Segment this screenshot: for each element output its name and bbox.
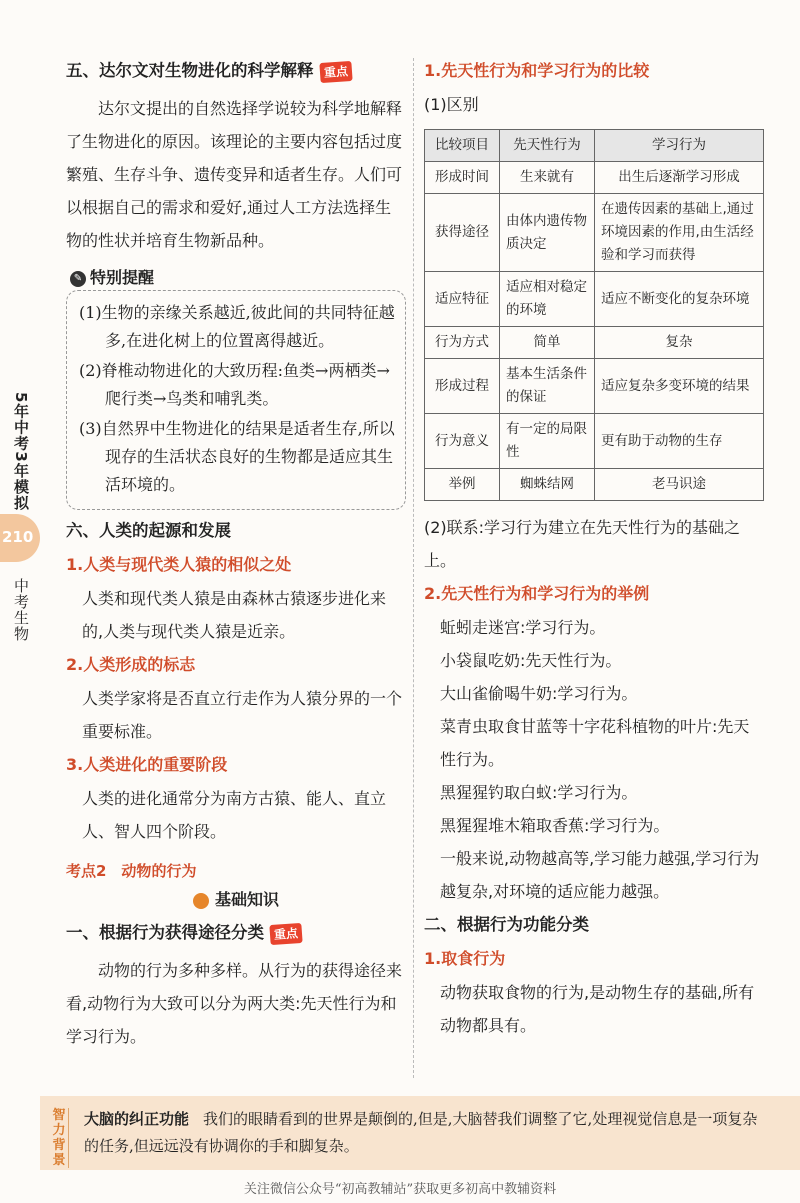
table-cell: 有一定的局限性 [500, 414, 595, 469]
reminder-item-1: (1)生物的亲缘关系越近,彼此间的共同特征越多,在进化树上的位置离得越近。 [79, 303, 395, 350]
example-item: 菜青虫取食甘蓝等十字花科植物的叶片:先天性行为。 [440, 717, 750, 769]
reminder-item-3: (3)自然界中生物进化的结果是适者生存,所以现存的生活状态良好的生物都是适应其生活环境的。 [79, 419, 395, 494]
example-item: 蚯蚓走迷宫:学习行为。 [440, 618, 606, 637]
examples-heading: 2.先天性行为和学习行为的举例 [424, 584, 650, 603]
table-cell: 举例 [425, 469, 500, 501]
right-column [424, 58, 764, 1042]
table-cell: 获得途径 [425, 194, 500, 272]
section-6-heading: 六、人类的起源和发展 [66, 521, 231, 540]
page-number-tab [0, 514, 40, 562]
table-row [425, 469, 764, 501]
pencil-icon: ✎ [70, 271, 86, 287]
feeding-behavior-heading: 1.取食行为 [424, 949, 506, 968]
table-cell: 适应不断变化的复杂环境 [595, 272, 764, 327]
comparison-table [424, 129, 764, 501]
table-cell: 更有助于动物的生存 [595, 414, 764, 469]
exam-point-heading: 考点2 动物的行为 [66, 862, 197, 880]
table-header: 学习行为 [595, 130, 764, 162]
key-point-badge: 重点 [319, 60, 352, 82]
sidebar [0, 0, 40, 1203]
table-row [425, 359, 764, 414]
page-number: 210 [2, 528, 34, 546]
subsection-2-heading: 2.人类形成的标志 [66, 655, 196, 674]
section-5-paragraph: 达尔文提出的自然选择学说较为科学地解释了生物进化的原因。该理论的主要内容包括过度繁殖、生存斗争、遗传变异和适者生存。人们可以根据自己的需求和爱好,通过人工方法选择生物的性状并培育生物新品种。 [66, 99, 403, 250]
table-row [425, 327, 764, 359]
table-header-row [425, 130, 764, 162]
band-body: 我们的眼睛看到的世界是颠倒的,但是,大脑替我们调整了它,处理视觉信息是一项复杂的任务,但远远没有协调你的手和脚复杂。 [84, 1110, 758, 1155]
table-cell: 蜘蛛结网 [500, 469, 595, 501]
example-item: 一般来说,动物越高等,学习能力越强,学习行为越复杂,对环境的适应能力越强。 [440, 849, 760, 901]
subsection-2-paragraph: 人类学家将是否直立行走作为人猿分界的一个重要标准。 [82, 689, 403, 741]
table-cell: 形成时间 [425, 162, 500, 194]
example-item: 小袋鼠吃奶:先天性行为。 [440, 651, 622, 670]
table-cell: 适应相对稳定的环境 [500, 272, 595, 327]
table-cell: 适应复杂多变环境的结果 [595, 359, 764, 414]
basic-knowledge-icon [193, 893, 209, 909]
table-cell: 老马识途 [595, 469, 764, 501]
table-cell: 适应特征 [425, 272, 500, 327]
book-title: 5年中考3年模拟 [12, 392, 30, 511]
table-cell: 行为意义 [425, 414, 500, 469]
table-header: 比较项目 [425, 130, 500, 162]
table-cell: 简单 [500, 327, 595, 359]
example-item: 黑猩猩钓取白蚁:学习行为。 [440, 783, 638, 802]
subsection-1-heading: 1.人类与现代类人猿的相似之处 [66, 555, 292, 574]
table-cell: 行为方式 [425, 327, 500, 359]
table-cell: 出生后逐渐学习形成 [595, 162, 764, 194]
table-row [425, 272, 764, 327]
section-2-heading: 二、根据行为功能分类 [424, 915, 589, 934]
section-5-heading: 五、达尔文对生物进化的科学解释 重点 [66, 58, 406, 84]
feeding-behavior-paragraph: 动物获取食物的行为,是动物生存的基础,所有动物都具有。 [440, 983, 755, 1035]
table-row [425, 414, 764, 469]
band-title: 大脑的纠正功能 [84, 1110, 190, 1128]
comparison-heading: 1.先天性行为和学习行为的比较 [424, 61, 650, 80]
special-reminder-box [66, 290, 406, 510]
table-cell: 由体内遗传物质决定 [500, 194, 595, 272]
example-item: 黑猩猩堆木箱取香蕉:学习行为。 [440, 816, 670, 835]
subsection-1-paragraph: 人类和现代类人猿是由森林古猿逐步进化来的,人类与现代类人猿是近亲。 [82, 589, 387, 641]
section-1-paragraph: 动物的行为多种多样。从行为的获得途径来看,动物行为大致可以分为两大类:先天性行为和学习行为。 [66, 961, 403, 1046]
subsection-3-paragraph: 人类的进化通常分为南方古猿、能人、直立人、智人四个阶段。 [82, 789, 387, 841]
intelligence-background-band [40, 1096, 800, 1170]
relation-paragraph: (2)联系:学习行为建立在先天性行为的基础之上。 [424, 518, 741, 570]
special-reminder-heading: ✎ 特别提醒 [70, 265, 406, 288]
subsection-3-heading: 3.人类进化的重要阶段 [66, 755, 228, 774]
left-column [66, 58, 406, 1053]
reminder-item-2: (2)脊椎动物进化的大致历程:鱼类→两栖类→爬行类→鸟类和哺乳类。 [79, 361, 390, 408]
basic-knowledge-heading: 基础知识 [66, 887, 406, 910]
table-cell: 基本生活条件的保证 [500, 359, 595, 414]
table-cell: 复杂 [595, 327, 764, 359]
table-cell: 形成过程 [425, 359, 500, 414]
band-text [84, 1106, 764, 1160]
band-label: 智力背景 [50, 1108, 69, 1168]
section-1-heading: 一、根据行为获得途径分类 重点 [66, 920, 406, 946]
column-divider [413, 58, 414, 1078]
table-header: 先天性行为 [500, 130, 595, 162]
difference-label: (1)区别 [424, 95, 479, 114]
table-cell: 在遗传因素的基础上,通过环境因素的作用,由生活经验和学习而获得 [595, 194, 764, 272]
subject-label: 中考生物 [12, 578, 30, 642]
table-row [425, 162, 764, 194]
key-point-badge-2: 重点 [269, 922, 302, 944]
table-row [425, 194, 764, 272]
table-cell: 生来就有 [500, 162, 595, 194]
footer-note: 关注微信公众号“初高教辅站”获取更多初高中教辅资料 [243, 1182, 557, 1197]
example-item: 大山雀偷喝牛奶:学习行为。 [440, 684, 638, 703]
